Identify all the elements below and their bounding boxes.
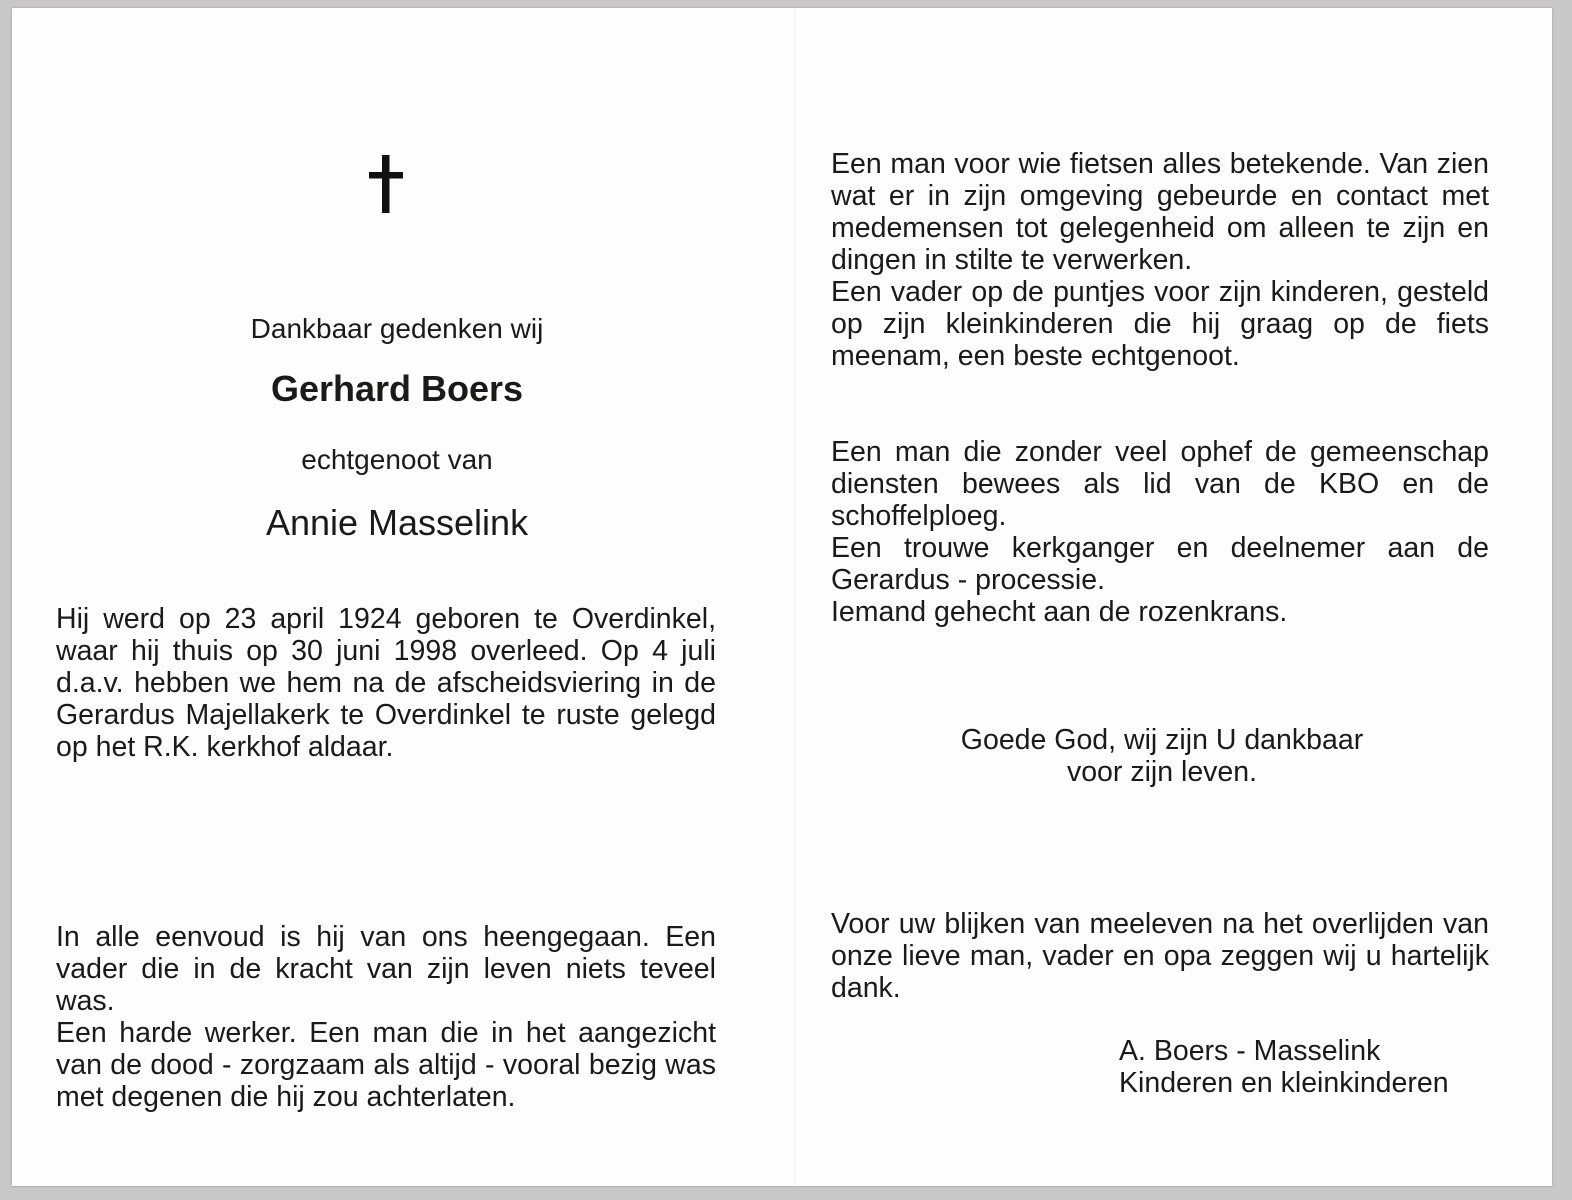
- spouse-name: Annie Masselink: [265, 502, 529, 543]
- kbo-text-2: Een trouwe kerkganger en deelnemer aan de Gerardus - processie.: [831, 532, 1489, 596]
- prayer-line-2: voor zijn leven.: [1066, 756, 1258, 788]
- prayer-line-1: Goede God, wij zijn U dankbaar: [960, 724, 1364, 756]
- birth-text: Hij werd op 23 april 1924 geboren te Overdinkel, waar hij thuis op 30 juni 1998 overleed. Op 4 juli d.a.v. hebben we hem na de afscheidsviering in de Gerardus Majellakerk te Overdinkel te ruste gelegd op het R.K. kerkhof aldaar.: [56, 603, 716, 763]
- eenvoud-text-1: In alle eenvoud is hij van ons heengegaan. Een vader die in de kracht van zijn leven niets teveel was.: [56, 921, 716, 1017]
- kbo-paragraph: [831, 436, 1489, 628]
- thanks-paragraph: [831, 908, 1489, 1004]
- relation-text: echtgenoot van: [301, 444, 493, 475]
- signature: [1119, 1035, 1449, 1099]
- signature-line-2: Kinderen en kleinkinderen: [1119, 1067, 1449, 1099]
- cross-icon: [369, 155, 403, 213]
- eenvoud-paragraph: [56, 921, 716, 1113]
- card-fold-line: [794, 8, 795, 1186]
- intro-text: Dankbaar gedenken wij: [250, 313, 544, 344]
- fiets-text-2: Een vader op de puntjes voor zijn kinderen, gesteld op zijn kleinkinderen die hij graag op de fiets meenam, een beste echtgenoot.: [831, 276, 1489, 372]
- thanks-text: Voor uw blijken van meeleven na het overlijden van onze lieve man, vader en opa zeggen wij u hartelijk dank.: [831, 908, 1489, 1004]
- memorial-card: [12, 8, 1552, 1186]
- birth-paragraph: [56, 603, 716, 763]
- eenvoud-text-2: Een harde werker. Een man die in het aangezicht van de dood - zorgzaam als altijd - vooral bezig was met degenen die hij zou achterlaten.: [56, 1017, 716, 1113]
- kbo-text-3: Iemand gehecht aan de rozenkrans.: [831, 596, 1288, 628]
- prayer: [812, 724, 1512, 788]
- kbo-text-1: Een man die zonder veel ophef de gemeenschap diensten bewees als lid van de KBO en de schoffelploeg.: [831, 436, 1489, 532]
- signature-line-1: A. Boers - Masselink: [1119, 1035, 1381, 1067]
- fiets-text-1: Een man voor wie fietsen alles betekende. Van zien wat er in zijn omgeving gebeurde en contact met medemensen tot gelegenheid om alleen te zijn en dingen in stilte te verwerken.: [831, 148, 1489, 276]
- deceased-name: Gerhard Boers: [270, 368, 524, 409]
- fiets-paragraph: [831, 148, 1489, 372]
